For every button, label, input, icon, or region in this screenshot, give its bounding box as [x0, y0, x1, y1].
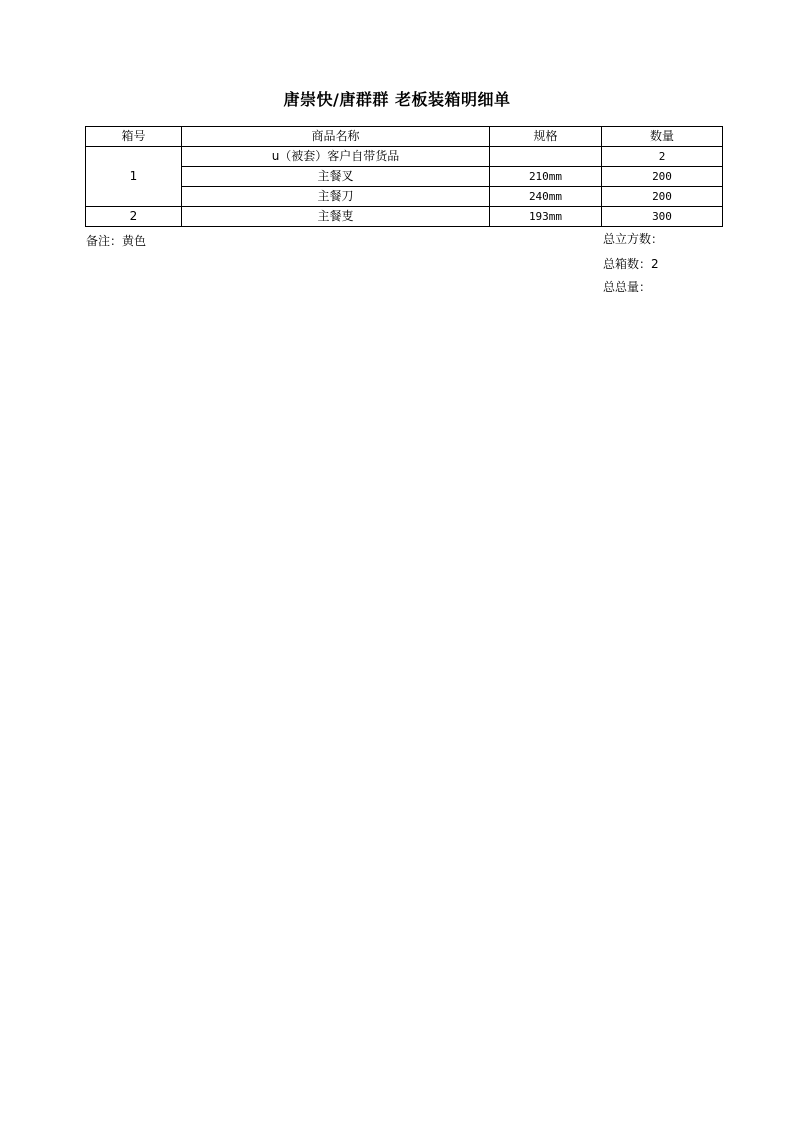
product-name-cell: u（被套）客户自带货品 — [182, 147, 490, 167]
quantity-cell: 300 — [602, 207, 723, 227]
product-name-cell: 主餐刀 — [182, 187, 490, 207]
spec-cell: 210mm — [490, 167, 602, 187]
quantity-cell: 2 — [602, 147, 723, 167]
packing-detail-table — [85, 126, 723, 227]
quantity-cell: 200 — [602, 187, 723, 207]
table-row — [86, 187, 723, 207]
box-no-cell: 2 — [86, 207, 182, 227]
total-volume-label: 总立方数： — [603, 232, 664, 246]
header-product-name: 商品名称 — [182, 127, 490, 147]
table-row — [86, 167, 723, 187]
header-box-no: 箱号 — [86, 127, 182, 147]
spec-cell — [490, 147, 602, 167]
product-name-cell: 主餐叓 — [182, 207, 490, 227]
document-title: 唐崇快/唐群群 老板装箱明细单 — [283, 90, 511, 109]
table-row — [86, 207, 723, 227]
header-spec: 规格 — [490, 127, 602, 147]
total-quantity-label: 总总量： — [603, 280, 652, 294]
remark-note: 备注：黄色 — [86, 234, 147, 248]
total-boxes-label: 总箱数：2 — [603, 257, 659, 271]
table-header-row — [86, 127, 723, 147]
spec-cell: 193mm — [490, 207, 602, 227]
table-row — [86, 147, 723, 167]
header-quantity: 数量 — [602, 127, 723, 147]
quantity-cell: 200 — [602, 167, 723, 187]
box-no-cell: 1 — [86, 147, 182, 207]
product-name-cell: 主餐叉 — [182, 167, 490, 187]
spec-cell: 240mm — [490, 187, 602, 207]
